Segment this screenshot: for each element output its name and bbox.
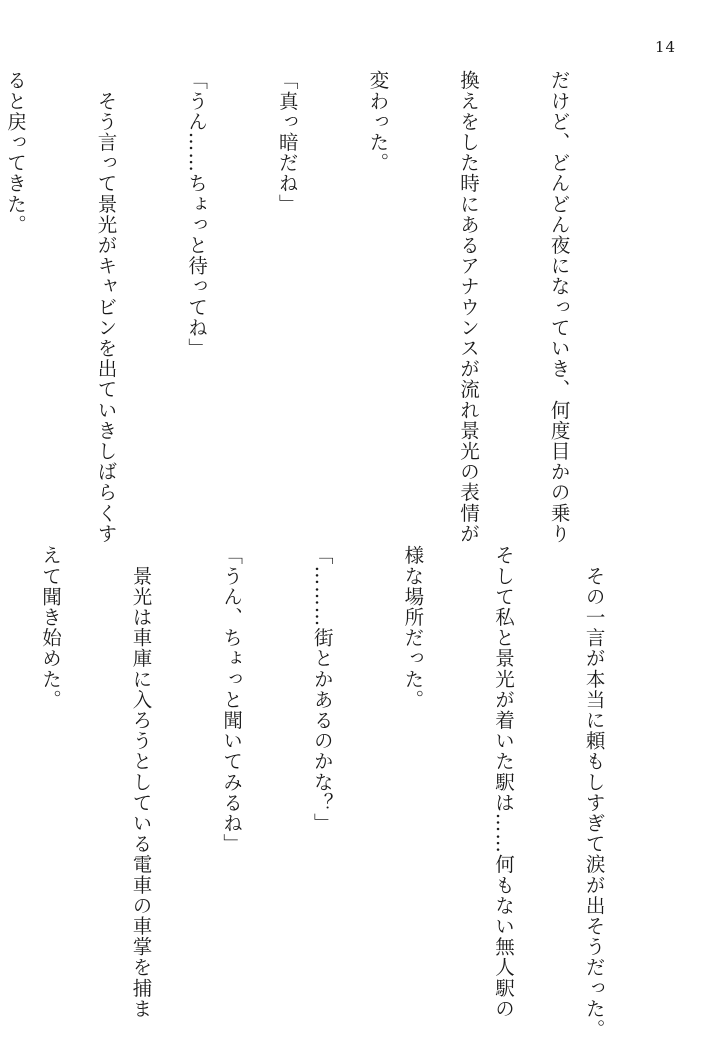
text-line: そして私と景光が着いた駅は……何もない無人駅の <box>491 545 515 1019</box>
text-line: 様な場所だった。 <box>401 545 425 710</box>
text-line: 「真っ暗だね」 <box>275 70 299 215</box>
text-line: その一言が本当に頼もしすぎて涙が出そうだった。 <box>582 545 606 1039</box>
text-line: 変わった。 <box>366 70 390 173</box>
text-line: 換えをした時にあるアナウンスが流れ景光の表情が <box>456 70 480 544</box>
text-line: ると戻ってきた。 <box>3 70 27 235</box>
upper-text-block <box>0 70 634 544</box>
text-line: えて聞き始めた。 <box>38 545 62 710</box>
text-line: そう言って景光がキャビンを出ていきしばらくす <box>94 70 118 544</box>
text-line: 「うん、ちょっと聞いてみるね」 <box>220 545 244 854</box>
text-line: 「………街とかあるのかな？」 <box>310 545 334 834</box>
page-number: 14 <box>655 38 677 56</box>
text-line: 「うん……ちょっと待ってね」 <box>185 70 209 359</box>
lower-text-block <box>5 545 669 1039</box>
text-line: 景光は車庫に入ろうとしている電車の車掌を捕ま <box>129 545 153 1019</box>
text-line: だけど、どんどん夜になっていき、何度目かの乗り <box>547 70 571 544</box>
